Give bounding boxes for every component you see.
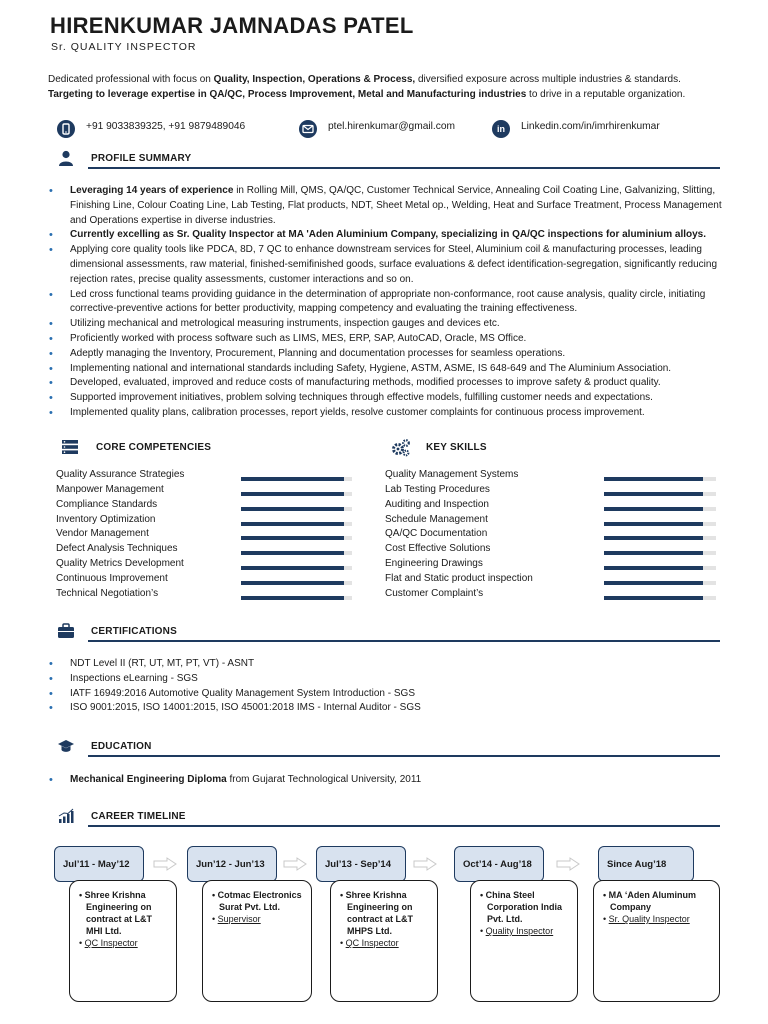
timeline-arrow-icon [153, 857, 177, 871]
core-competency-row [56, 499, 356, 514]
section-divider [88, 640, 720, 642]
intro-text: to drive in a reputable organization. [526, 89, 686, 100]
section-key-skills [391, 438, 691, 460]
timeline-arrow-icon [556, 857, 580, 871]
core-competency-name: Quality Assurance Strategies [56, 469, 185, 480]
intro-highlight: Targeting to leverage expertise in QA/QC, Process Improvement, Metal and Manufacturing industries [48, 89, 527, 100]
timeline-position: • Sr. Quality Inspector [603, 914, 690, 924]
timeline-company: • Shree Krishna Engineering on contract at L&T MHPS Ltd. [340, 890, 414, 936]
key-skill-level-fill [604, 596, 703, 600]
core-competency-name: Manpower Management [56, 483, 164, 495]
timeline-card [593, 880, 720, 1002]
timeline-card [69, 880, 177, 1002]
core-competency-level-bar [241, 596, 352, 600]
section-divider [88, 825, 720, 827]
institution: from Gujarat Technological University, 2011 [226, 774, 422, 785]
career-timeline [0, 840, 768, 1010]
profile-summary-list [48, 184, 728, 421]
timeline-position: • QC Inspector [340, 938, 399, 948]
key-skill-level-fill [604, 507, 703, 511]
candidate-role: Sr. QUALITY INSPECTOR [51, 41, 197, 53]
key-skill-name: Lab Testing Procedures [385, 483, 490, 495]
timeline-period: Jun’12 - Jun’13 [187, 846, 277, 882]
section-divider [88, 167, 720, 169]
core-competency-row [56, 469, 356, 484]
timeline-period: Jul’11 - May’12 [54, 846, 144, 882]
list-item: • Supported improvement initiatives, problem solving techniques through effective models, fulfilling customer needs and expectations. [48, 391, 728, 406]
core-competency-level-bar [241, 581, 352, 585]
core-competency-name: Compliance Standards [56, 498, 158, 510]
key-skill-name: QA/QC Documentation [385, 528, 488, 540]
timeline-arrow-icon [283, 857, 307, 871]
core-competency-level-fill [241, 536, 344, 540]
key-skill-row [385, 573, 717, 588]
timeline-company: • Shree Krishna Engineering on contract at L&T MHI Ltd. [79, 890, 153, 936]
key-skill-name: Quality Management Systems [385, 469, 519, 480]
core-competency-level-bar [241, 507, 352, 511]
key-skill-row [385, 469, 717, 484]
section-title: CORE COMPETENCIES [96, 442, 212, 453]
list-item: • Implementing national and international standards including Safety, Hygiene, ASTM, ASME, IS 648-649 and The Aluminium Association. [48, 362, 728, 377]
list-item [48, 228, 728, 243]
core-competency-level-fill [241, 507, 344, 511]
list-item: • IATF 16949:2016 Automotive Quality Management System Introduction - SGS [48, 687, 728, 702]
intro-highlight: Quality, Inspection, Operations & Process, [213, 74, 416, 85]
key-skill-level-bar [604, 551, 716, 555]
key-skill-name: Flat and Static product inspection [385, 572, 533, 584]
highlight: Currently excelling as Sr. Quality Inspector at MA 'Aden Aluminium Company, specializing in QA/QC inspections for aluminium alloys. [70, 229, 707, 241]
intro-text: Dedicated professional with focus on [48, 74, 214, 85]
timeline-company: • MA ‘Aden Aluminum Company [603, 890, 696, 912]
key-skill-level-fill [604, 492, 703, 496]
core-competency-row [56, 588, 356, 603]
key-skill-level-bar [604, 492, 716, 496]
item-text: in Rolling Mill, QMS, QA/QC, Customer Technical Service, Annealing Coil Coating Line, Galvanizing, Slitting, Finishing Line, Colour Coating Line, Lab Testing, Flat products, NDT, Sheet Metal op., Welding, Heat and Surface Treatment, Process Management and Operations expertise in diverse industries. [70, 185, 722, 226]
core-competency-row [56, 573, 356, 588]
core-competency-level-fill [241, 596, 344, 600]
server-icon [60, 438, 80, 458]
timeline-card [330, 880, 438, 1002]
core-competency-level-bar [241, 477, 352, 481]
timeline-position: • Supervisor [212, 914, 261, 924]
key-skill-level-bar [604, 581, 716, 585]
list-item: • Led cross functional teams providing guidance in the determination of appropriate non-conformance, root cause analysis, quality circle, initiating corrective-preventive actions for better productivity, mapping competency and evaluating the training effectiveness. [48, 288, 728, 318]
core-competency-level-bar [241, 522, 352, 526]
list-item: • Proficiently worked with process software such as LIMS, MES, ERP, SAP, AutoCAD, Oracle, MS Office. [48, 332, 728, 347]
key-skill-row [385, 558, 717, 573]
section-title: CERTIFICATIONS [91, 626, 177, 637]
list-item: • Applying core quality tools like PDCA, 8D, 7 QC to enhance downstream services for Steel, Aluminium coil & manufacturing processes, leading dimensional assessments, raw material, finished-semifinished goods, surface evaluations & defect identification-segregation, significantly reducing rejection rates, precise quality assessments, customer interactions and so on. [48, 243, 728, 287]
core-competency-row [56, 558, 356, 573]
core-competency-level-bar [241, 551, 352, 555]
list-item: • ISO 9001:2015, ISO 14001:2015, ISO 45001:2018 IMS - Internal Auditor - SGS [48, 701, 728, 716]
list-item [48, 773, 728, 788]
candidate-name: HIRENKUMAR JAMNADAS PATEL [50, 13, 414, 38]
core-competency-name: Vendor Management [56, 528, 149, 540]
briefcase-icon [56, 622, 76, 642]
key-skill-level-fill [604, 581, 703, 585]
highlight: Leveraging 14 years of experience [70, 185, 234, 196]
core-competency-name: Quality Metrics Development [56, 558, 184, 570]
section-career-timeline [56, 807, 720, 829]
section-title: KEY SKILLS [426, 442, 487, 453]
list-item: • Developed, evaluated, improved and reduce costs of manufacturing methods, modified processes to improve safety & product quality. [48, 376, 728, 391]
intro-paragraph [48, 72, 728, 102]
core-competency-name: Technical Negotiation’s [56, 587, 159, 599]
section-title: CAREER TIMELINE [91, 811, 186, 822]
section-title: EDUCATION [91, 741, 152, 752]
core-competency-name: Continuous Improvement [56, 572, 168, 584]
core-competency-level-fill [241, 566, 344, 570]
section-education [56, 737, 720, 759]
list-item: • Inspections eLearning - SGS [48, 672, 728, 687]
key-skill-level-bar [604, 507, 716, 511]
key-skill-name: Customer Complaint’s [385, 587, 484, 599]
bar-chart-icon [56, 807, 76, 827]
key-skill-name: Engineering Drawings [385, 558, 483, 570]
core-competency-level-fill [241, 492, 344, 496]
timeline-arrow-icon [413, 857, 437, 871]
core-competency-level-bar [241, 492, 352, 496]
key-skills-list [385, 469, 717, 603]
timeline-period: Oct’14 - Aug’18 [454, 846, 544, 882]
key-skill-level-bar [604, 536, 716, 540]
key-skill-name: Cost Effective Solutions [385, 543, 491, 555]
graduation-cap-icon [56, 737, 76, 757]
key-skill-level-fill [604, 566, 703, 570]
timeline-position: • QC Inspector [79, 938, 138, 948]
key-skill-row [385, 484, 717, 499]
key-skill-level-bar [604, 566, 716, 570]
key-skill-row [385, 543, 717, 558]
email-link[interactable]: ptel.hirenkumar@gmail.com [328, 121, 455, 132]
contact-bar [0, 118, 768, 140]
core-competency-level-fill [241, 551, 344, 555]
key-skill-level-bar [604, 477, 716, 481]
core-competency-level-bar [241, 566, 352, 570]
key-skill-level-fill [604, 536, 703, 540]
list-item: • Adeptly managing the Inventory, Procurement, Planning and documentation processes for seamless operations. [48, 347, 728, 362]
list-item [48, 184, 728, 228]
core-competency-level-fill [241, 581, 344, 585]
timeline-period: Since Aug’18 [598, 846, 694, 882]
certifications-list [48, 657, 728, 716]
section-divider [88, 755, 720, 757]
key-skill-level-bar [604, 522, 716, 526]
list-item: • Utilizing mechanical and metrological measuring instruments, inspection gauges and devices etc. [48, 317, 728, 332]
core-competency-row [56, 528, 356, 543]
intro-text: diversified exposure across multiple industries & standards. [415, 74, 681, 85]
core-competency-row [56, 514, 356, 529]
section-title: PROFILE SUMMARY [91, 153, 192, 164]
person-icon [56, 149, 76, 169]
core-competency-name: Defect Analysis Techniques [56, 543, 178, 555]
key-skill-level-fill [604, 477, 703, 481]
core-competencies-list [56, 469, 356, 603]
core-competency-level-fill [241, 477, 344, 481]
key-skill-row [385, 528, 717, 543]
gears-icon [391, 438, 411, 458]
timeline-card [202, 880, 312, 1002]
phone-text: +91 9033839325, +91 9879489046 [86, 121, 246, 132]
key-skill-level-fill [604, 522, 703, 526]
key-skill-name: Auditing and Inspection [385, 498, 489, 510]
key-skill-row [385, 514, 717, 529]
timeline-period: Jul’13 - Sep’14 [316, 846, 406, 882]
key-skill-name: Schedule Management [385, 513, 488, 525]
list-item: • NDT Level II (RT, UT, MT, PT, VT) - ASNT [48, 657, 728, 672]
section-core-competencies [60, 438, 360, 460]
email-icon [299, 120, 317, 138]
list-item: • Implemented quality plans, calibration processes, report yields, resolve customer complaints for continuous process improvement. [48, 406, 728, 421]
timeline-position: • Quality Inspector [480, 926, 554, 936]
key-skill-row [385, 588, 717, 603]
linkedin-icon: in [492, 120, 510, 138]
section-profile-summary [56, 149, 720, 171]
core-competency-row [56, 484, 356, 499]
education-list [48, 773, 728, 788]
phone-icon [57, 120, 75, 138]
core-competency-name: Inventory Optimization [56, 513, 156, 525]
key-skill-level-fill [604, 551, 703, 555]
timeline-card [470, 880, 578, 1002]
section-certifications [56, 622, 720, 644]
core-competency-level-bar [241, 536, 352, 540]
linkedin-link[interactable]: Linkedin.com/in/imrhirenkumar [521, 121, 660, 132]
timeline-company: • Cotmac Electronics Surat Pvt. Ltd. [212, 890, 302, 912]
timeline-company: • China Steel Corporation India Pvt. Ltd. [480, 890, 562, 924]
core-competency-level-fill [241, 522, 344, 526]
degree: Mechanical Engineering Diploma [70, 774, 227, 785]
key-skill-level-bar [604, 596, 716, 600]
core-competency-row [56, 543, 356, 558]
key-skill-row [385, 499, 717, 514]
